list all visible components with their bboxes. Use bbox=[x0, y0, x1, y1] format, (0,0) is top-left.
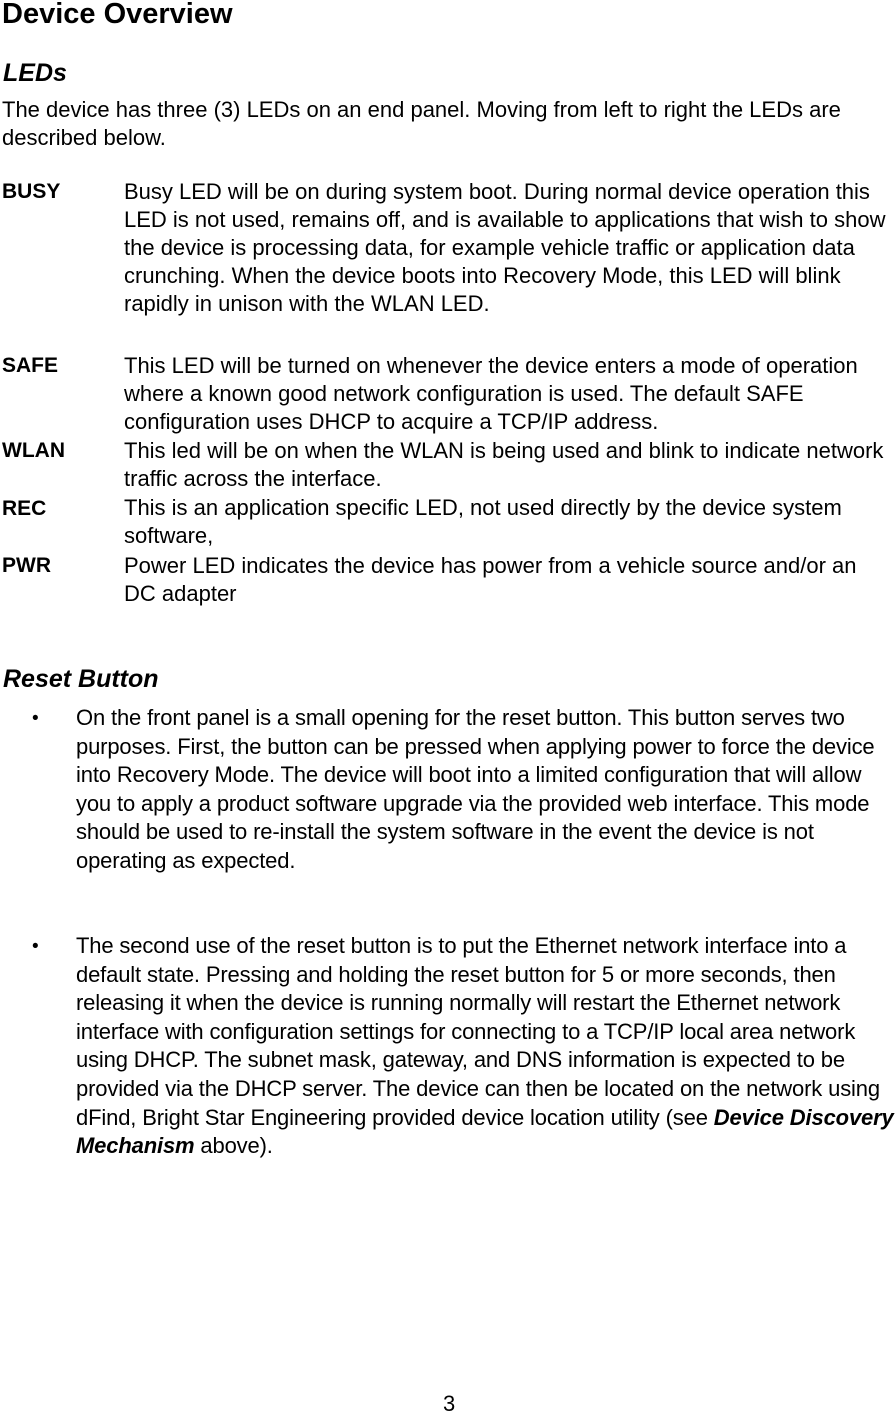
led-desc-pwr: Power LED indicates the device has power from a vehicle source and/or an DC adapter bbox=[124, 553, 857, 606]
led-term-wlan: WLAN bbox=[2, 439, 65, 462]
bullet-icon: • bbox=[32, 708, 39, 729]
device-discovery-reference: Device Discovery Mechanism bbox=[76, 1104, 894, 1159]
leds-heading: LEDs bbox=[3, 59, 67, 87]
page-title: Device Overview bbox=[2, 0, 233, 30]
led-desc-busy: Busy LED will be on during system boot. During normal device operation this LED is not used, remains off, and is available to applications that wish to show the device is processing data, for example vehicle traffic or application data crunching. When the device boots into Recovery Mode, this LED will blink rapidly in unison with the WLAN LED. bbox=[124, 179, 886, 316]
led-desc-rec: This is an application specific LED, not used directly by the device system software, bbox=[124, 495, 842, 548]
leds-intro: The device has three (3) LEDs on an end panel. Moving from left to right the LEDs are described below. bbox=[2, 97, 841, 150]
led-term-rec: REC bbox=[2, 497, 47, 520]
led-term-pwr: PWR bbox=[2, 554, 51, 577]
reset-bullet-2-tail: above). bbox=[194, 1133, 273, 1159]
led-desc-wlan: This led will be on when the WLAN is being used and blink to indicate network traffic across the interface. bbox=[124, 438, 884, 491]
reset-bullet-2 bbox=[76, 932, 896, 1161]
reset-bullet-1: On the front panel is a small opening for the reset button. This button serves two purposes. First, the button can be pressed when applying power to force the device into Recovery Mode. The device will boot into a limited configuration that will allow you to apply a product software upgrade via the provided web interface. This mode should be used to re-install the system software in the event the device is not operating as expected. bbox=[76, 705, 875, 873]
led-desc-safe: This LED will be turned on whenever the device enters a mode of operation where a known good network configuration is used. The default SAFE configuration uses DHCP to acquire a TCP/IP address. bbox=[124, 353, 858, 434]
page-number: 3 bbox=[443, 1391, 456, 1416]
reset-heading: Reset Button bbox=[3, 665, 159, 693]
led-term-busy: BUSY bbox=[2, 180, 61, 203]
bullet-icon: • bbox=[32, 936, 39, 957]
reset-bullet-2-text: The second use of the reset button is to put the Ethernet network interface into a default state. Pressing and holding the reset button for 5 or more seconds, then releasing it when the device is running normally will restart the Ethernet network interface with configuration settings for connecting to a TCP/IP local area network using DHCP. The subnet mask, gateway, and DNS information is expected to be provided via the DHCP server. The device can then be located on the network using dFind, Bright Star Engineering provided device location utility (see bbox=[76, 933, 880, 1130]
led-term-safe: SAFE bbox=[2, 354, 59, 377]
